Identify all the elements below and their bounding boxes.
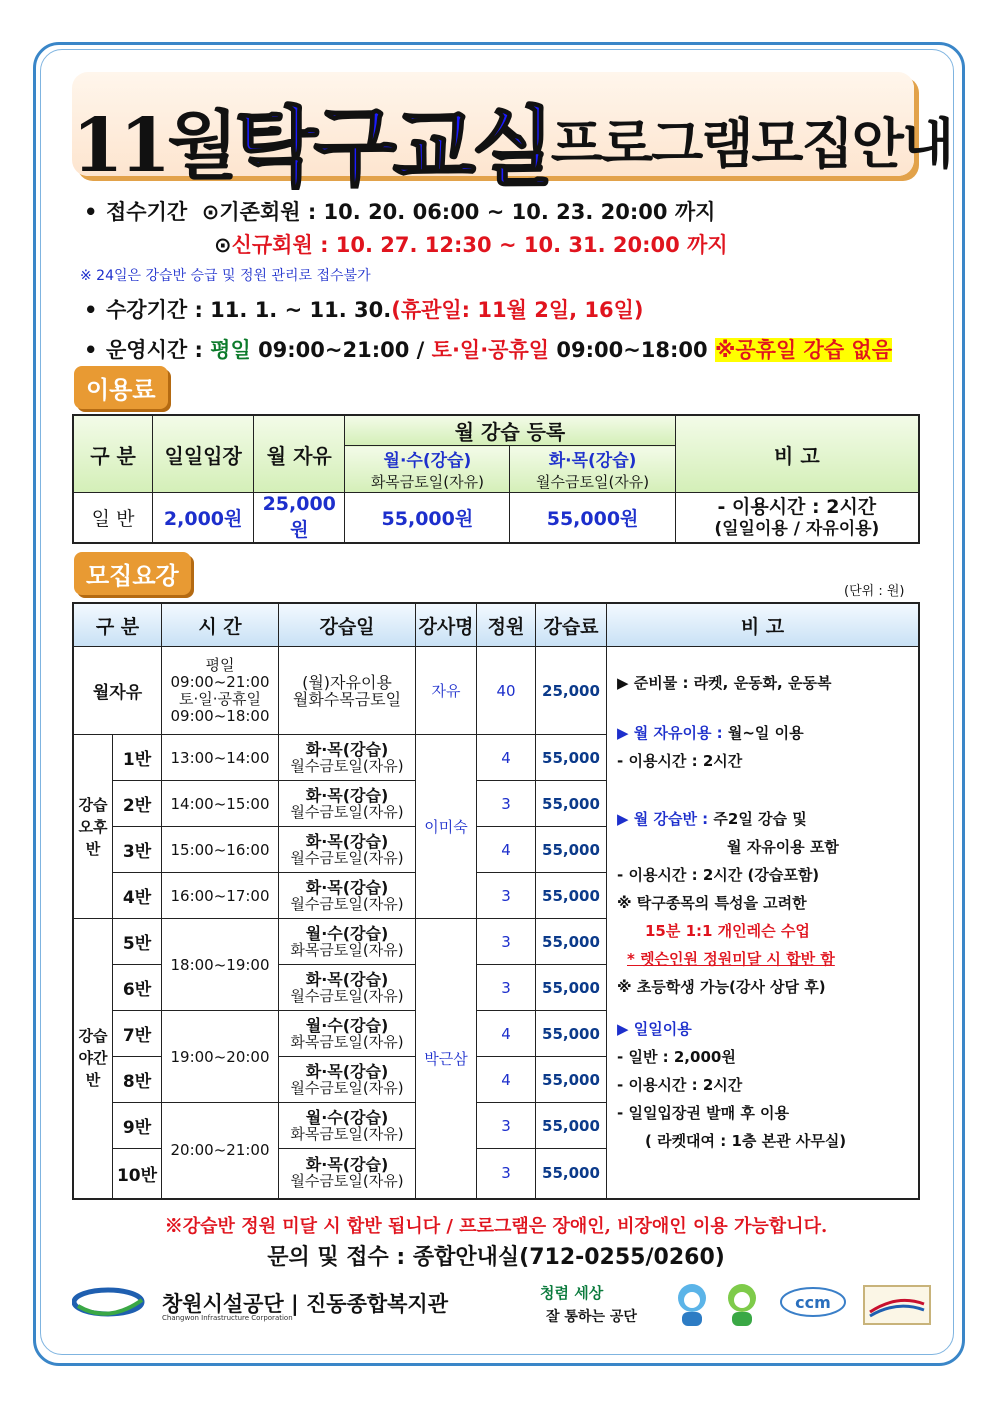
note-15: ( 라켓대여 : 1층 본관 사무실) [645, 1132, 847, 1150]
fee-header-monthly: 월 강습 등록 [345, 415, 675, 446]
free-row-fee: 25,000 [536, 647, 607, 735]
class-6: 6반 [113, 965, 162, 1011]
free-row-cap: 40 [477, 647, 536, 735]
day-7 [279, 1011, 416, 1057]
cap-8: 4 [477, 1057, 536, 1103]
cap-1: 4 [477, 735, 536, 781]
fee-header-mw [345, 446, 510, 493]
fee-header-tt-sub: 월수금토일(자유) [536, 473, 650, 491]
city-logo-icon [72, 1284, 148, 1324]
free-row-time [162, 647, 279, 735]
day-8-main: 화·목(강습) [305, 1061, 389, 1081]
note-13: - 이용시간 : 2시간 [617, 1076, 743, 1094]
day-5-main: 월·수(강습) [305, 923, 389, 943]
fee-row-free: 25,000원 [254, 493, 345, 544]
free-time-3: 토·일·공휴일 [179, 689, 261, 708]
cap-6: 3 [477, 965, 536, 1011]
note-7: ※ 탁구종목의 특성을 고려한 [617, 894, 807, 912]
evening-group-label: 강습 야간반 [73, 919, 113, 1199]
time-5: 18:00~19:00 [162, 919, 279, 1011]
fee-section-tag: 이용료 [74, 366, 168, 409]
slogan: 청렴 세상 [540, 1284, 604, 1302]
note-3: - 이용시간 : 2시간 [617, 752, 743, 770]
table-row [73, 647, 919, 735]
recruit-notes [607, 647, 920, 1199]
mascot-2-icon [722, 1282, 762, 1328]
title-banner [72, 72, 953, 198]
day-9 [279, 1103, 416, 1149]
free-row-teacher: 자유 [416, 647, 477, 735]
fee-2: 55,000 [536, 781, 607, 827]
new-member-line [214, 229, 728, 259]
fee-header-mw-label: 월·수(강습) [383, 451, 472, 471]
free-row-day [279, 647, 416, 735]
new-symbol: ⊙ [214, 233, 232, 257]
certificate-icon [862, 1284, 932, 1326]
course-period: : 11. 1. ~ 11. 30. [194, 298, 392, 322]
class-5: 5반 [113, 919, 162, 965]
fee-10: 55,000 [536, 1149, 607, 1199]
fee-header-div: 구 분 [73, 415, 153, 493]
unit-label: (단위 : 원) [844, 584, 905, 599]
note-14: - 일일입장권 발매 후 이용 [617, 1104, 790, 1122]
fee-row-daily: 2,000원 [153, 493, 254, 544]
fee-note-2: (일일이용 / 자유이용) [714, 518, 880, 539]
day-6-main: 화·목(강습) [305, 969, 389, 989]
day-4 [279, 873, 416, 919]
free-time-2: 09:00~21:00 [170, 672, 270, 691]
class-2: 2반 [113, 781, 162, 827]
note-6: - 이용시간 : 2시간 (강습포함) [617, 866, 820, 884]
note-5: 월 자유이용 포함 [727, 838, 839, 856]
time-3: 15:00~16:00 [162, 827, 279, 873]
note-11: ▶ 일일이용 [617, 1020, 692, 1038]
op-hours-line: • 운영시간 : 평일 09:00~21:00 / 토·일·공휴일 09:00~18:00 ※공휴일 강습 없음 [84, 338, 893, 362]
note-10: ※ 초등학생 가능(강사 상담 후) [617, 978, 826, 996]
day-9-main: 월·수(강습) [305, 1107, 389, 1127]
weekday-time: 09:00~21:00 / [258, 338, 425, 362]
day-3-main: 화·목(강습) [305, 831, 389, 851]
ccm-text: ccm [795, 1293, 831, 1312]
day-9-sub: 화목금토일(자유) [290, 1124, 404, 1143]
bottom-notice: ※강습반 정원 미달 시 합반 됩니다 / 프로그램은 장애인, 비장애인 이용 가능합니다. [164, 1216, 828, 1237]
day-4-main: 화·목(강습) [305, 877, 389, 897]
note-2b: 월~일 이용 [722, 724, 804, 742]
cap-10: 3 [477, 1149, 536, 1199]
fee-row-note [675, 493, 919, 544]
rec-header-div: 구 분 [73, 603, 162, 647]
note-8: 15분 1:1 개인레슨 수업 [645, 922, 810, 940]
existing-period: : 10. 20. 06:00 ~ 10. 23. 20:00 까지 [307, 200, 716, 224]
fee-header-daily: 일일입장 [153, 415, 254, 493]
footer-logos [72, 1282, 932, 1328]
page-title [72, 78, 953, 202]
cap-9: 3 [477, 1103, 536, 1149]
day-10-sub: 월수금토일(자유) [290, 1172, 404, 1191]
existing-label: ⊙기존회원 [201, 200, 301, 224]
free-time-4: 09:00~18:00 [170, 706, 270, 725]
fee-7: 55,000 [536, 1011, 607, 1057]
rec-header-fee: 강습료 [536, 603, 607, 647]
teacher-evening: 박근삼 [416, 919, 477, 1199]
fee-row-tt: 55,000원 [510, 493, 675, 544]
class-10: 10반 [113, 1149, 162, 1199]
time-7: 19:00~20:00 [162, 1011, 279, 1103]
fee-4: 55,000 [536, 873, 607, 919]
title-room: 탁구교실 [234, 97, 551, 198]
op-label: 운영시간 : [106, 338, 203, 362]
day-3 [279, 827, 416, 873]
new-label: 신규회원 [231, 233, 313, 257]
free-row-div: 월자유 [73, 647, 162, 735]
day-6-sub: 월수금토일(자유) [290, 986, 404, 1005]
title-month: 11월 [72, 103, 235, 189]
no-lesson-badge: ※공휴일 강습 없음 [714, 338, 893, 362]
reg-period-line: • 접수기간 ⊙기존회원 : 10. 20. 06:00 ~ 10. 23. 20:00 까지 [84, 200, 716, 224]
fee-note-1: - 이용시간 : 2시간 [717, 495, 877, 518]
day-8-sub: 월수금토일(자유) [290, 1078, 404, 1097]
cap-4: 3 [477, 873, 536, 919]
note-2a: ▶ 월 자유이용 : [617, 724, 723, 742]
fee-table [72, 414, 920, 544]
fee-header-tt-label: 화·목(강습) [548, 451, 637, 471]
weekday-label: 평일 [210, 338, 251, 362]
day-4-sub: 월수금토일(자유) [290, 894, 404, 913]
afternoon-group-label: 강습 오후반 [73, 735, 113, 919]
note-12: - 일반 : 2,000원 [617, 1048, 736, 1066]
day-1-main: 화·목(강습) [305, 739, 389, 759]
note-1: ▶ 준비물 : 라켓, 운동화, 운동복 [617, 674, 832, 692]
cap-7: 4 [477, 1011, 536, 1057]
day-2-main: 화·목(강습) [305, 785, 389, 805]
course-holiday: (휴관일: 11월 2일, 16일) [391, 298, 644, 322]
fee-row-mw: 55,000원 [345, 493, 510, 544]
class-7: 7반 [113, 1011, 162, 1057]
fee-header-tt [510, 446, 675, 493]
fee-8: 55,000 [536, 1057, 607, 1103]
weekend-time: 09:00~18:00 [556, 338, 708, 362]
fee-5: 55,000 [536, 919, 607, 965]
fee-6: 55,000 [536, 965, 607, 1011]
rec-header-time: 시 간 [162, 603, 279, 647]
recruit-table [72, 602, 920, 1200]
teacher-afternoon: 이미숙 [416, 735, 477, 919]
rec-header-day: 강습일 [279, 603, 416, 647]
title-rest: 프로그램모집안내 [550, 111, 953, 176]
class-1: 1반 [113, 735, 162, 781]
org-name-en: Changwon Infrastructure Corporation [162, 1314, 293, 1322]
day-1-sub: 월수금토일(자유) [290, 756, 404, 775]
day-10-main: 화·목(강습) [305, 1155, 389, 1175]
note-4b: 주2일 강습 및 [708, 810, 807, 828]
ccm-logo-icon [778, 1286, 848, 1324]
day-3-sub: 월수금토일(자유) [290, 848, 404, 867]
class-8: 8반 [113, 1057, 162, 1103]
time-9: 20:00~21:00 [162, 1103, 279, 1199]
rec-header-note: 비 고 [607, 603, 920, 647]
rec-header-teacher: 강사명 [416, 603, 477, 647]
cap-5: 3 [477, 919, 536, 965]
mascot-1-icon [672, 1282, 712, 1328]
fee-row-div: 일 반 [73, 493, 153, 544]
day-10 [279, 1149, 416, 1199]
day-5 [279, 919, 416, 965]
day-5-sub: 화목금토일(자유) [290, 940, 404, 959]
time-2: 14:00~15:00 [162, 781, 279, 827]
course-period-line: • 수강기간 : 11. 1. ~ 11. 30.(휴관일: 11월 2일, 16일) [84, 298, 644, 322]
slogan-2: 잘 통하는 공단 [546, 1309, 637, 1325]
class-9: 9반 [113, 1103, 162, 1149]
time-1: 13:00~14:00 [162, 735, 279, 781]
course-label: 수강기간 [106, 298, 188, 322]
org-name: 창원시설공단 | 진동종합복지관 [162, 1292, 449, 1316]
weekend-label: 토·일·공휴일 [431, 338, 550, 362]
day-2 [279, 781, 416, 827]
note-4a: ▶ 월 강습반 : [617, 810, 709, 828]
day-6 [279, 965, 416, 1011]
note-9: * 렛슨인원 정원미달 시 합반 함 [627, 950, 835, 968]
time-4: 16:00~17:00 [162, 873, 279, 919]
free-day-2: 월화수목금토일 [292, 689, 402, 709]
rec-header-cap: 정원 [477, 603, 536, 647]
fee-header-mw-sub: 화목금토일(자유) [370, 473, 484, 491]
class-3: 3반 [113, 827, 162, 873]
free-time-1: 평일 [205, 655, 235, 674]
day-1 [279, 735, 416, 781]
cap-3: 4 [477, 827, 536, 873]
fee-1: 55,000 [536, 735, 607, 781]
contact-line: 문의 및 접수 : 종합안내실(712-0255/0260) [267, 1245, 725, 1270]
recruit-section-tag: 모집요강 [74, 552, 191, 595]
free-day-1: (월)자유이용 [302, 672, 392, 692]
day-2-sub: 월수금토일(자유) [290, 802, 404, 821]
cap-2: 3 [477, 781, 536, 827]
class-4: 4반 [113, 873, 162, 919]
fee-header-note: 비 고 [675, 415, 919, 493]
fee-3: 55,000 [536, 827, 607, 873]
day-7-sub: 화목금토일(자유) [290, 1032, 404, 1051]
new-period: : 10. 27. 12:30 ~ 10. 31. 20:00 까지 [320, 233, 728, 257]
day-8 [279, 1057, 416, 1103]
reg-label: 접수기간 [106, 200, 188, 224]
day-7-main: 월·수(강습) [305, 1015, 389, 1035]
fee-header-free: 월 자유 [254, 415, 345, 493]
fee-9: 55,000 [536, 1103, 607, 1149]
reg-note: ※ 24일은 강습반 승급 및 정원 관리로 접수불가 [80, 268, 371, 284]
